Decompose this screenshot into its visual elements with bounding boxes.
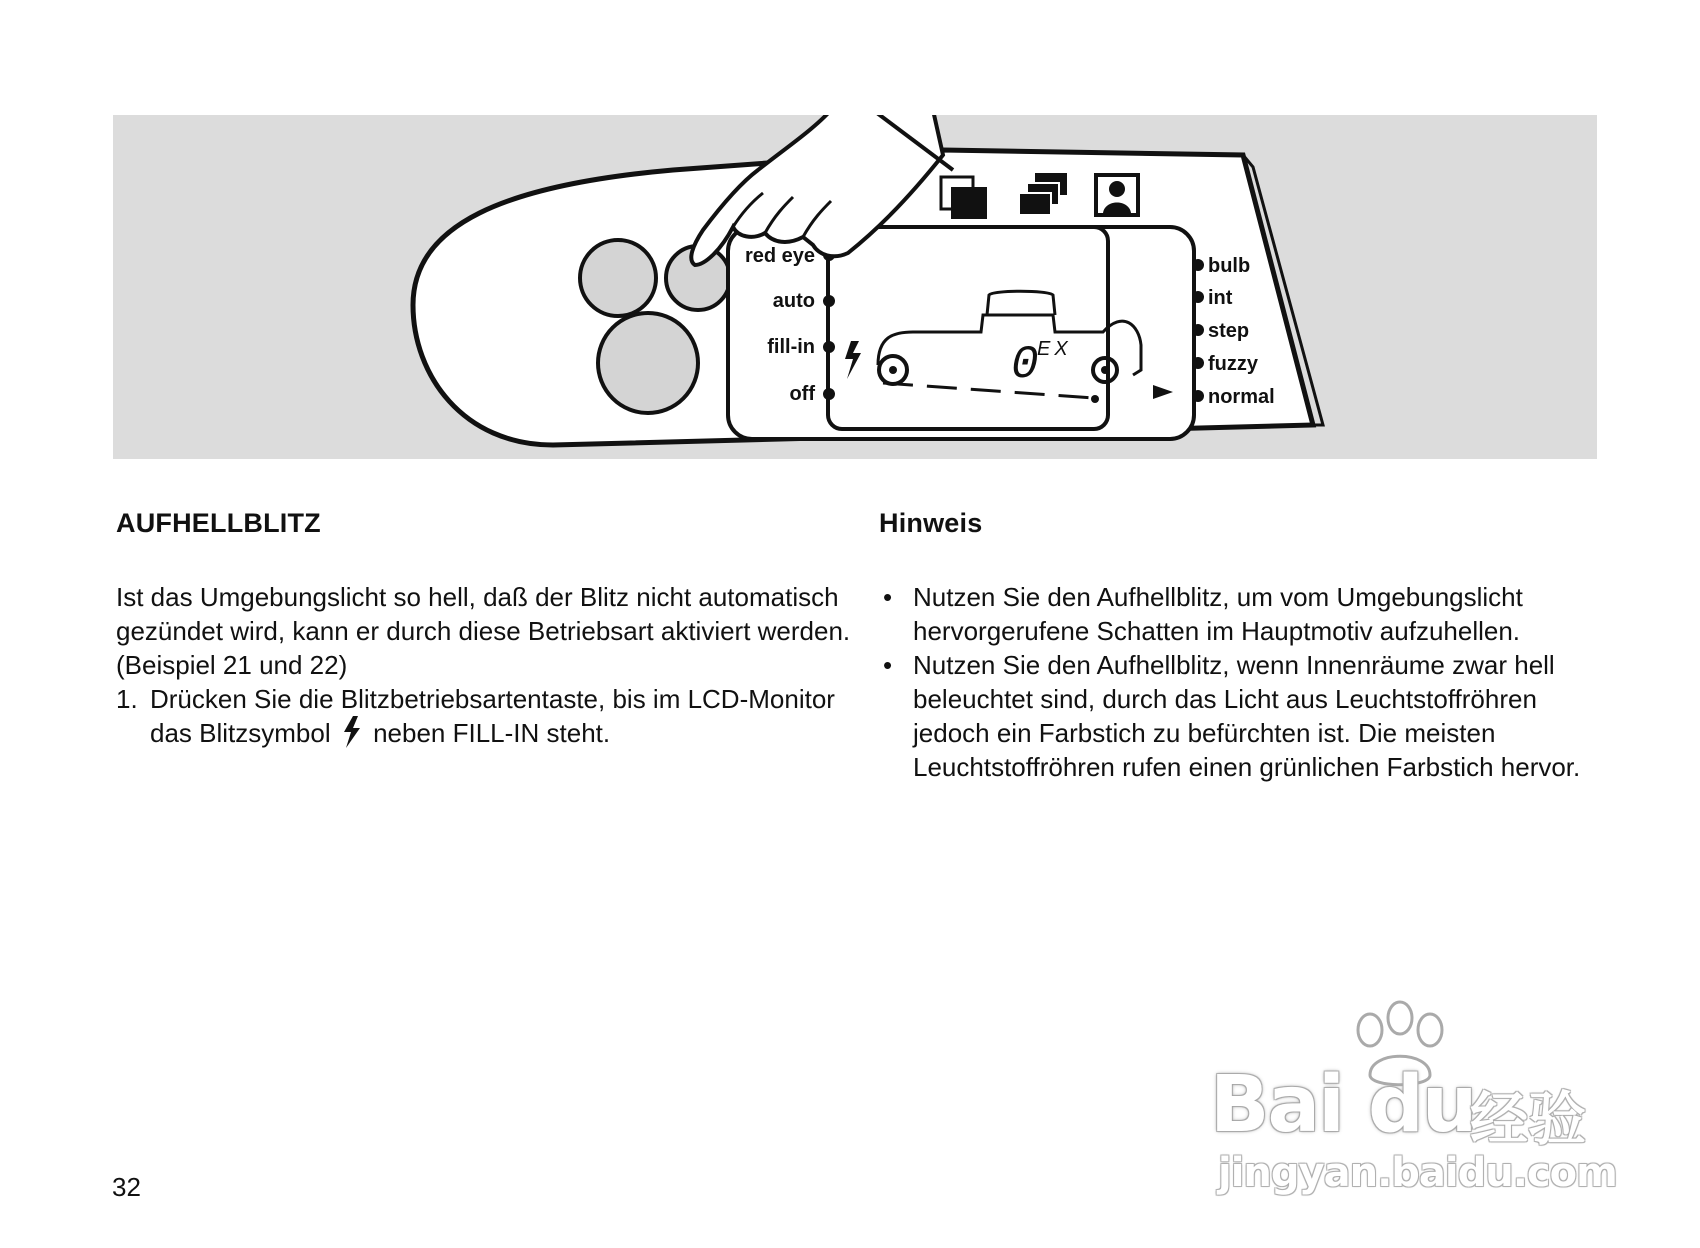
mode-label-fuzzy: fuzzy bbox=[1208, 353, 1258, 375]
mode-label-normal: normal bbox=[1208, 386, 1275, 408]
bullet-item-1 bbox=[879, 580, 1609, 648]
mode-label-step: step bbox=[1208, 320, 1250, 342]
flash-dot-auto bbox=[823, 295, 835, 307]
watermark-brand: Bai du bbox=[1210, 1060, 1476, 1150]
mode-button bbox=[580, 240, 656, 316]
mode-label-int: int bbox=[1208, 287, 1233, 309]
watermark-url: jingyan.baidu.com bbox=[1218, 1150, 1617, 1196]
lcd-frame-suffix: EX bbox=[1037, 338, 1072, 360]
right-column-body bbox=[879, 580, 1609, 784]
flash-dot-off bbox=[823, 388, 835, 400]
camera-panel-illustration bbox=[113, 115, 1597, 459]
lcd-frame-counter: 0 bbox=[1011, 339, 1039, 391]
baidu-watermark bbox=[1210, 1000, 1617, 1200]
bullet-text: Nutzen Sie den Aufhellblitz, wenn Innenräume zwar hell beleuchtet sind, durch das Licht aus Leuchtstoffröhren jedoch ein Farbstich zu befürchten ist. Die meisten Leuchtstoffröhren rufen einen grünlichen Farbstich hervor. bbox=[913, 650, 1581, 782]
section-heading-hinweis: Hinweis bbox=[879, 508, 983, 538]
bullet-text: Nutzen Sie den Aufhellblitz, um vom Umgebungslicht hervorgerufene Schatten im Hauptmotiv aufzuhellen. bbox=[913, 582, 1523, 646]
flash-bolt-icon bbox=[342, 716, 362, 748]
step-text-after: neben FILL-IN steht. bbox=[373, 718, 611, 748]
step-item-1 bbox=[116, 682, 856, 750]
bullet-marker: • bbox=[883, 582, 893, 612]
bullet-item-2 bbox=[879, 648, 1609, 784]
camera-panel-figure bbox=[113, 115, 1597, 459]
flash-dot-fill-in bbox=[823, 341, 835, 353]
intro-paragraph: Ist das Umgebungslicht so hell, daß der Blitz nicht automatisch gezündet wird, kann er durch diese Betriebsart aktiviert werden. (Beispiel 21 und 22) bbox=[116, 582, 851, 680]
watermark-chinese: 经验 bbox=[1470, 1085, 1587, 1153]
flash-label-auto: auto bbox=[772, 290, 815, 312]
section-heading-aufhellblitz: AUFHELLBLITZ bbox=[116, 508, 321, 538]
flash-label-red-eye: red eye bbox=[744, 245, 815, 267]
bullet-marker: • bbox=[883, 650, 893, 680]
mode-label-bulb: bulb bbox=[1208, 255, 1251, 277]
step-text-before: Drücken Sie die Blitzbetriebsartentaste, bis im LCD-Monitor das Blitzsymbol bbox=[150, 684, 835, 748]
flash-label-fill-in: fill-in bbox=[767, 336, 815, 358]
shutter-button bbox=[598, 313, 698, 413]
step-number: 1. bbox=[116, 684, 138, 714]
portrait-icon bbox=[1096, 175, 1138, 215]
left-column-body bbox=[116, 580, 856, 750]
lcd-screen bbox=[828, 227, 1108, 429]
flash-label-off: off bbox=[789, 383, 815, 405]
page-number: 32 bbox=[112, 1172, 141, 1202]
